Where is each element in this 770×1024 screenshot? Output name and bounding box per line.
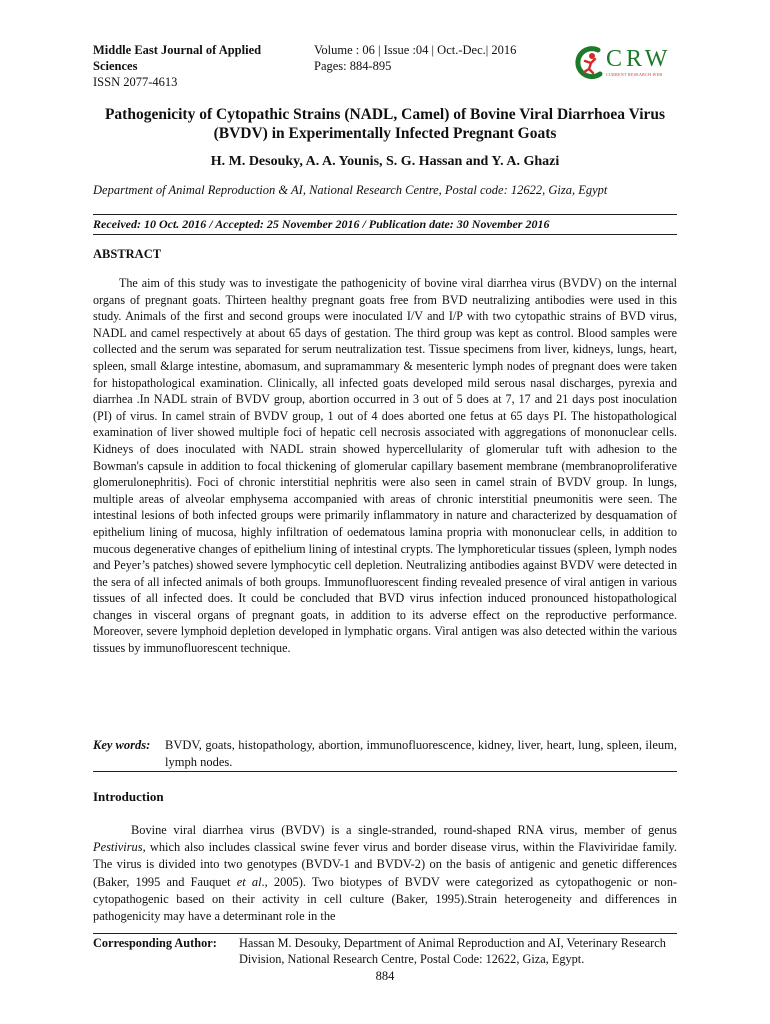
- intro-text-part2: , which also includes classical swine fever virus and border disease virus, within the Flaviviridae family. The virus is divided into two genotypes (BVDV-1 and BVDV-2) on the basis of antigenic and genetic differences (Baker, 1995 and Fauquet: [93, 840, 677, 889]
- logo-subtext: CURRENT RESEARCH WEB: [606, 72, 663, 77]
- intro-etal: et al: [236, 874, 262, 889]
- intro-text-part1: Bovine viral diarrhea virus (BVDV) is a single-stranded, round-shaped RNA virus, member of genus: [131, 823, 677, 837]
- abstract-heading: ABSTRACT: [93, 247, 162, 261]
- keywords-label: Key words:: [93, 738, 151, 752]
- keywords: [93, 737, 677, 771]
- divider: [93, 771, 677, 772]
- intro-genus: Pestivirus: [93, 840, 143, 855]
- affiliation: Department of Animal Reproduction & AI, National Research Centre, Postal code: 12622, Giza, Egypt: [93, 183, 608, 197]
- authors: H. M. Desouky, A. A. Younis, S. G. Hassan and Y. A. Ghazi: [210, 154, 560, 169]
- introduction-heading: Introduction: [93, 789, 164, 804]
- journal-info: [93, 42, 308, 90]
- corresponding-author: [93, 935, 677, 967]
- divider: [93, 214, 677, 215]
- journal-name-line1: Middle East Journal of Applied: [93, 43, 262, 57]
- volume-issue: Volume : 06 | Issue :04 | Oct.-Dec.| 2016: [314, 43, 517, 57]
- keywords-text: BVDV, goats, histopathology, abortion, immunofluorescence, kidney, liver, heart, lung, spleen, ileum, lymph nodes.: [165, 738, 677, 769]
- introduction-body: [93, 822, 677, 925]
- issn: ISSN 2077-4613: [93, 75, 178, 89]
- abstract-body: [93, 275, 677, 657]
- crw-logo: [572, 42, 682, 84]
- intro-text-part3: ., 2005). Two biotypes of BVDV were categorized as cytopathogenic or non-cytopathogenic based on their activity in cell culture (Baker, 1995).Strain heterogeneity and differences in pathogenicity may have a determinant role in the: [93, 874, 678, 924]
- corresponding-text: Hassan M. Desouky, Department of Animal Reproduction and AI, Veterinary Research Division, National Research Centre, Postal Code: 12622, Giza, Egypt.: [239, 936, 666, 966]
- crw-logo-icon: [572, 42, 606, 84]
- paper-title: Pathogenicity of Cytopathic Strains (NADL, Camel) of Bovine Viral Diarrhoea Virus (BVDV) in Experimentally Infected Pregnant Goats: [104, 106, 666, 142]
- divider: [93, 933, 677, 934]
- corresponding-label: Corresponding Author:: [93, 936, 217, 950]
- page-number: 884: [375, 969, 395, 983]
- journal-name-line2: Sciences: [93, 59, 138, 73]
- abstract-text: The aim of this study was to investigate the pathogenicity of bovine viral diarrhea virus (BVDV) on the internal organs of pregnant goats. Thirteen healthy pregnant goats free from BVD neutralizing antibodies were used in this study. Animals of the first and second groups were inoculated I/V and I/P with two cytopathic strains of BVD virus, NADL and camel respectively at about 65 days of gestation. The third group was kept as control. Blood samples were collected and the serum was separated for serum neutralization test. Tissue specimens from liver, kidneys, lungs, heart, spleen, small &large intestine, abomasum, and supramammary & mesenteric lymph nodes of pregnant does were taken for histopathological examination. Clinically, all infected goats developed mild serous nasal discharges, pyrexia and diarrhea .In NADL strain of BVDV group, abortion occurred in 3 out of 5 does at 7, 17 and 21 days post inoculation (PI) of virus. In camel strain of BVDV group, 1 out of 4 does aborted one fetus at 65 days PI. The histopathological examination of liver showed multiple foci of hepatic cell necrosis associated with aggregations of mononuclear cells. Kidneys of does inoculated with NADL strain showed hypercellularity of glomerular tuft with adhesion to the Bowman's capsule in addition to focal thickening of glomerular capillary basement membrane (membranoproliferative glomerulonephritis). Foci of chronic interstitial nephritis were also seen in camel strain of BVDV group. In lungs, multiple areas of alveolar emphysema accompanied with areas of chronic interstitial pneumonitis were seen. The intestinal lesions of both infected groups were primarily inflammatory in nature and characterized by desquamation of epithelium lining of mucosa, highly infiltration of oedematous lamina propria with mononuclear cells, in addition to mucous degenerative changes of epithelium lining of intestinal crypts. The lymphoreticular tissues (spleen, lymph nodes and Peyer’s patches) showed severe lymphocytic cell depletion. Neutralizing antibodies against BVDV were detected in the sera of all infected animals of both groups. Immunofluorescent finding revealed presence of viral antigen in various tissues of all infected does. It could be concluded that BVD virus infection induced pronounced histopathological changes in visceral organs of pregnant goats, in addition to its adverse effect on the reproductive performance. Moreover, severe lymphoid depletion developed in lymphatic organs. Viral antigen was also detected within the various tissues by immunofluorescent technique.: [93, 276, 677, 656]
- publication-dates: Received: 10 Oct. 2016 / Accepted: 25 November 2016 / Publication date: 30 November 2016: [93, 217, 550, 231]
- logo-text: CRW: [606, 46, 672, 72]
- divider: [93, 234, 677, 235]
- page-range: Pages: 884-895: [314, 59, 392, 73]
- volume-info: [314, 42, 564, 74]
